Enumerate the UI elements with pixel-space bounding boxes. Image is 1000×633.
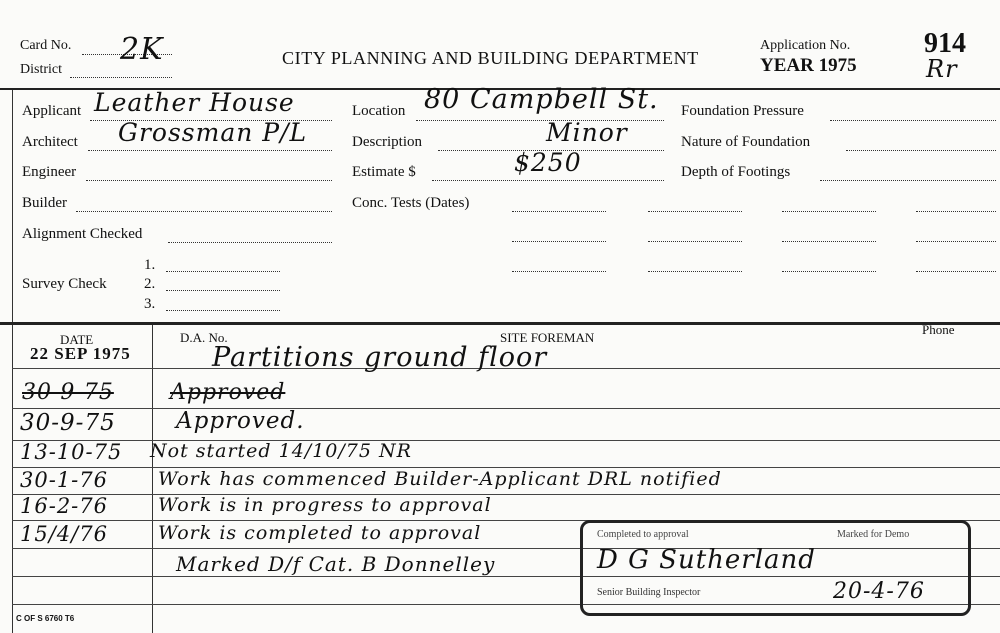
log-entry-4-text: Not started 14/10/75 NR bbox=[150, 440, 412, 462]
conc-dotline-r2c2 bbox=[648, 241, 742, 242]
log-top-rule bbox=[0, 322, 1000, 325]
builder-label: Builder bbox=[22, 195, 67, 211]
nature-foundation-dotline bbox=[846, 150, 996, 151]
log-entry-7-text: Work is completed to approval bbox=[158, 522, 482, 544]
log-entry-8-text: Marked D/f Cat. B Donnelley bbox=[176, 552, 496, 576]
log-entry-6-text: Work is in progress to approval bbox=[158, 494, 492, 516]
stamp-date: 20-4-76 bbox=[833, 579, 925, 604]
architect-value: Grossman P/L bbox=[118, 118, 308, 147]
log-entry-3-date: 30-9-75 bbox=[20, 410, 116, 436]
log-header-site-foreman: SITE FOREMAN bbox=[500, 330, 595, 345]
conc-dotline-r2c1 bbox=[512, 241, 606, 242]
depth-footings-dotline bbox=[820, 180, 996, 181]
estimate-label: Estimate $ bbox=[352, 164, 416, 180]
location-label: Location bbox=[352, 103, 406, 119]
log-entry-2-date: 30-9-75 bbox=[22, 380, 114, 405]
applicant-label: Applicant bbox=[22, 103, 82, 119]
application-no-label: Application No. bbox=[760, 38, 851, 53]
log-entry-4-date: 13-10-75 bbox=[20, 440, 123, 464]
card-no-value: 2K bbox=[120, 32, 164, 67]
stamp-signature: D G Sutherland bbox=[597, 545, 816, 575]
nature-foundation-label: Nature of Foundation bbox=[681, 134, 811, 150]
form-code: C OF S 6760 T6 bbox=[16, 614, 75, 623]
survey-dotline-2 bbox=[166, 290, 280, 291]
architect-dotline bbox=[88, 150, 332, 151]
foundation-pressure-label: Foundation Pressure bbox=[681, 103, 804, 119]
conc-dotline-r1c2 bbox=[648, 211, 742, 212]
log-header-da-no: D.A. No. bbox=[180, 330, 228, 345]
log-entry-1-text: Partitions ground floor bbox=[212, 342, 548, 373]
log-header-phone: Phone bbox=[922, 322, 955, 337]
log-entry-6-date: 16-2-76 bbox=[20, 494, 108, 518]
conc-dotline-r3c3 bbox=[782, 271, 876, 272]
log-entry-5-text: Work has commenced Builder-Applicant DRL notified bbox=[158, 468, 722, 490]
survey-num-2: 2. bbox=[144, 276, 156, 292]
engineer-label: Engineer bbox=[22, 164, 77, 180]
survey-check-label: Survey Check bbox=[22, 276, 107, 292]
alignment-dotline bbox=[168, 242, 332, 243]
conc-dotline-r1c4 bbox=[916, 211, 996, 212]
department-title: CITY PLANNING AND BUILDING DEPARTMENT bbox=[282, 48, 699, 68]
location-value: 80 Campbell St. bbox=[424, 84, 659, 115]
survey-num-3: 3. bbox=[144, 296, 156, 312]
inspection-stamp bbox=[580, 520, 971, 616]
alignment-label: Alignment Checked bbox=[22, 226, 143, 242]
log-entry-7-date: 15/4/76 bbox=[20, 522, 108, 546]
application-no-value: 914 bbox=[924, 28, 966, 59]
log-header-date: DATE bbox=[60, 332, 94, 347]
date-column-rule bbox=[152, 325, 153, 633]
log-row-rule-2 bbox=[12, 408, 1000, 409]
district-label: District bbox=[20, 62, 62, 77]
left-margin-rule bbox=[12, 90, 13, 633]
description-value: Minor bbox=[546, 118, 628, 147]
year-label: YEAR 1975 bbox=[760, 55, 857, 76]
log-entry-5-date: 30-1-76 bbox=[20, 468, 108, 492]
depth-footings-label: Depth of Footings bbox=[681, 164, 791, 180]
architect-label: Architect bbox=[22, 134, 78, 150]
estimate-dotline bbox=[432, 180, 664, 181]
applicant-value: Leather House bbox=[94, 88, 295, 117]
conc-dotline-r3c1 bbox=[512, 271, 606, 272]
stamp-top-left-text: Completed to approval bbox=[597, 529, 689, 540]
estimate-value: $250 bbox=[514, 148, 582, 177]
conc-dotline-r1c1 bbox=[512, 211, 606, 212]
builder-dotline bbox=[76, 211, 332, 212]
stamp-top-right-text: Marked for Demo bbox=[837, 529, 910, 540]
conc-dotline-r3c2 bbox=[648, 271, 742, 272]
conc-dotline-r1c3 bbox=[782, 211, 876, 212]
survey-dotline-3 bbox=[166, 310, 280, 311]
log-entry-3-text: Approved. bbox=[176, 408, 305, 434]
conc-dotline-r2c4 bbox=[916, 241, 996, 242]
conc-dotline-r2c3 bbox=[782, 241, 876, 242]
survey-dotline-1 bbox=[166, 271, 280, 272]
card-no-label: Card No. bbox=[20, 38, 72, 53]
conc-dotline-r3c4 bbox=[916, 271, 996, 272]
district-dotline bbox=[70, 77, 172, 78]
survey-num-1: 1. bbox=[144, 257, 156, 273]
foundation-pressure-dotline bbox=[830, 120, 996, 121]
log-entry-1-date: 22 SEP 1975 bbox=[30, 344, 131, 363]
stamp-bottom-left-text: Senior Building Inspector bbox=[597, 587, 701, 598]
application-suffix: Rr bbox=[926, 55, 958, 83]
conc-tests-label: Conc. Tests (Dates) bbox=[352, 195, 470, 211]
log-entry-2-text: Approved bbox=[170, 380, 286, 405]
description-label: Description bbox=[352, 134, 422, 150]
engineer-dotline bbox=[86, 180, 332, 181]
